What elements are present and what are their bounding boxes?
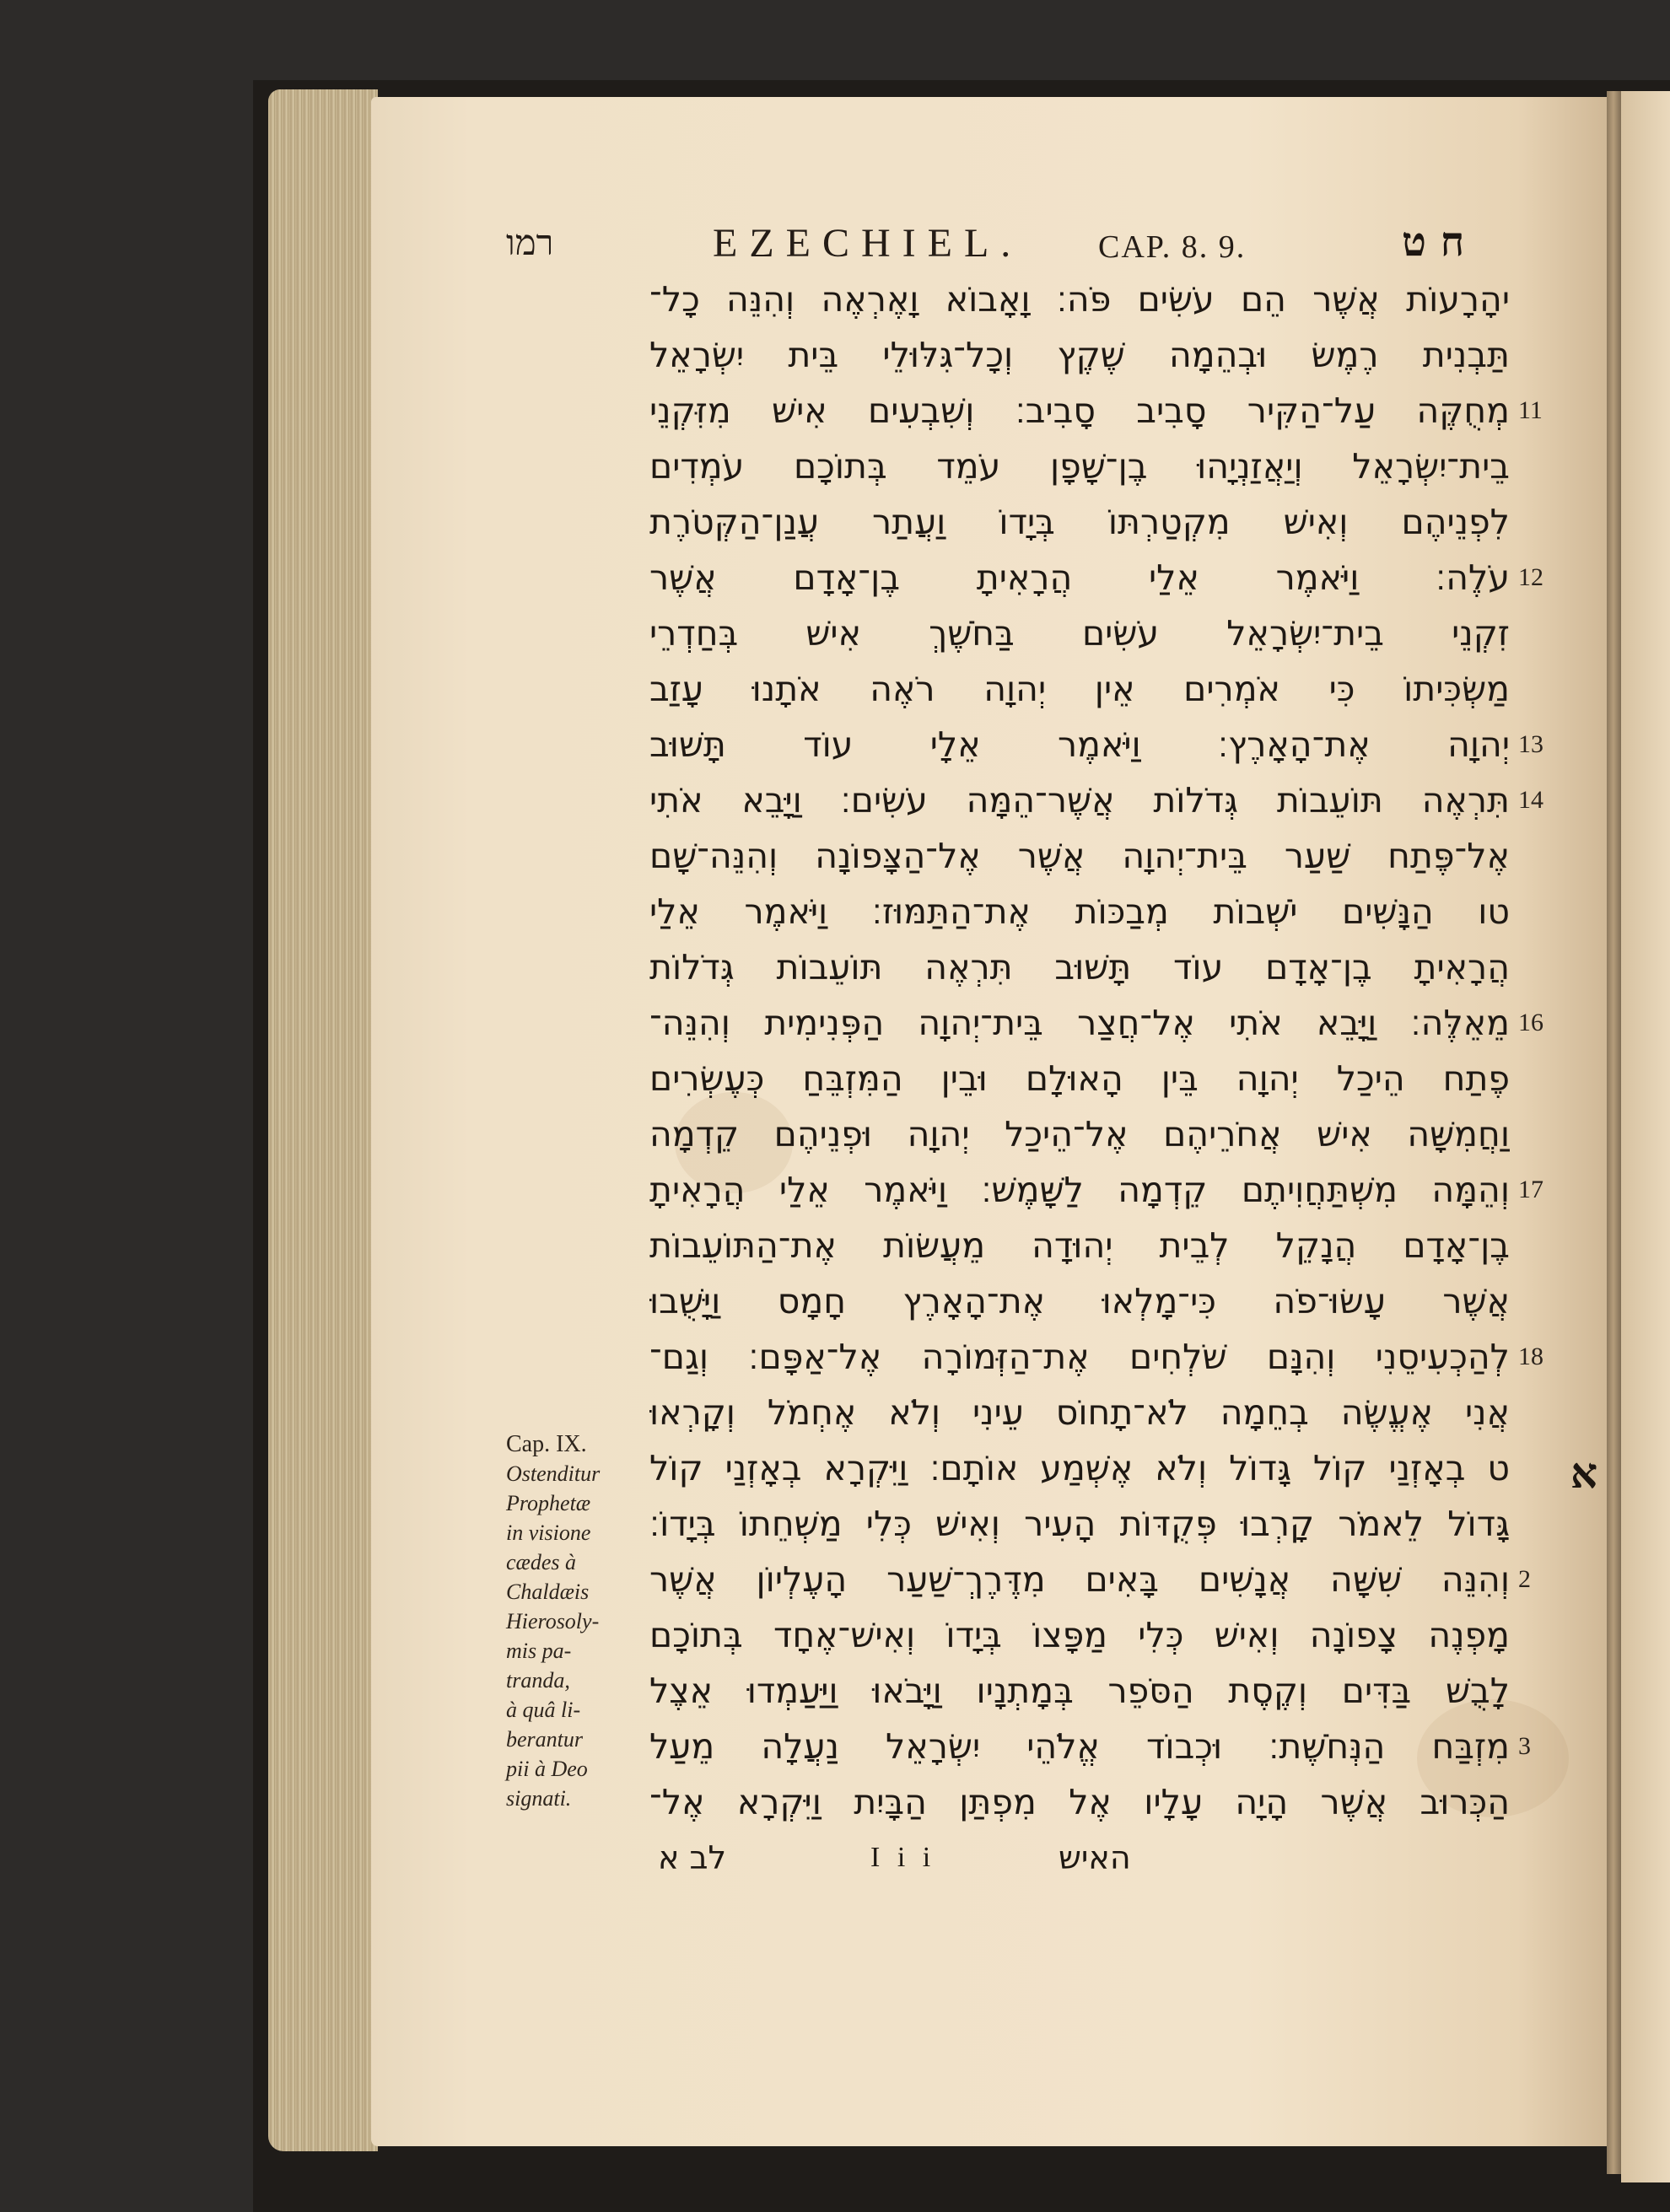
margin-note [506,1429,645,1813]
text-line: מְחֻקֶּה עַל־הַקִּיר סָבִיב סָבִיב׃ וְשִׁבְעִים אִישׁ מִזִּקְנֵי [649,390,1510,431]
verse-number: 18 [1518,1343,1543,1370]
margin-note-line: Prophetæ [506,1491,591,1515]
verse-number: 17 [1518,1176,1543,1203]
text-line: אֶל־פֶּתַח שַׁעַר בֵּית־יְהוָה אֲשֶׁר אֶל־הַצָּפוֹנָה וְהִנֵּה־שָׁם [649,836,1510,876]
text-line: וְהֵמָּה מִשְׁתַּחֲוִיתֶם קֵדְמָה לַשָּׁמֶשׁ׃ וַיֹּאמֶר אֵלַי הֲרָאִיתָ [649,1170,1510,1210]
text-line: גָּדוֹל לֵאמֹר קָרְבוּ פְּקֻדּוֹת הָעִיר וְאִישׁ כְּלִי מַשְׁחֵתוֹ בְּיָדוֹ׃ [649,1504,1510,1544]
text-line: תִּרְאֶה תּוֹעֵבוֹת גְּדֹלוֹת אֲשֶׁר־הֵמָּה עֹשִׂים׃ וַיָּבֵא אֹתִי [649,780,1510,821]
text-line: הַכְּרוּב אֲשֶׁר הָיָה עָלָיו אֶל מִפְתַּן הַבָּיִת וַיִּקְרָא אֶל־ [649,1782,1510,1822]
verse-number: 2 [1518,1565,1531,1593]
verse-number: 3 [1518,1732,1531,1760]
text-line: הֲרָאִיתָ בֶן־אָדָם עוֹד תָּשׁוּב תִּרְאֶה תּוֹעֵבוֹת גְּדֹלוֹת [649,947,1510,988]
hebrew-text-block [649,272,1552,1875]
margin-note-line: Chaldæis [506,1580,590,1604]
verse-number: 13 [1518,730,1543,758]
verse-number: 12 [1518,563,1543,591]
text-line: מֵאֵלֶּה׃ וַיָּבֵא אֹתִי אֶל־חֲצַר בֵּית־יְהוָה הַפְּנִימִית וְהִנֵּה־ [649,1003,1510,1043]
margin-note-line: Hierosoly- [506,1609,600,1633]
margin-note-heading: Cap. IX. [506,1431,587,1457]
margin-note-body [506,1459,645,1813]
catchword-left: לב א [658,1839,727,1876]
facing-page [1621,91,1670,2182]
margin-note-line: tranda, [506,1668,570,1693]
text-line: תַּבְנִית רֶמֶשׂ וּבְהֵמָה שֶׁקֶץ וְכָל־גִּלּוּלֵי בֵּית יִשְׂרָאֵל [649,335,1510,375]
book-title: EZECHIEL. [713,221,1023,266]
text-line: אֲנִי אֶעֱשֶׂה בְחֵמָה לֹא־תָחוֹס עֵינִי וְלֹא אֶחְמֹל וְקָרְאוּ [649,1392,1510,1433]
chapter-letters: ח ט [1402,218,1465,266]
text-line: וַחֲמִשָּׁה אִישׁ אֲחֹרֵיהֶם אֶל־הֵיכַל יְהוָה וּפְנֵיהֶם קֵדְמָה [649,1114,1510,1154]
margin-note-line: Ostenditur [506,1461,601,1486]
text-line: טו הַנָּשִׁים יֹשְׁבוֹת מְבַכּוֹת אֶת־הַתַּמּוּז׃ וַיֹּאמֶר אֵלַי [649,891,1510,932]
chapter-info: CAP. 8. 9. [1098,229,1247,265]
text-line: מָפְנֶה צָפוֹנָה וְאִישׁ כְּלִי מַפָּצוֹ בְּיָדוֹ וְאִישׁ־אֶחָד בְּתוֹכָם [649,1615,1510,1655]
text-line: ט בְאָזְנַי קוֹל גָּדוֹל וְלֹא אֶשְׁמַע אוֹתָם׃ וַיִּקְרָא בְאָזְנַי קוֹל [649,1448,1510,1488]
verse-number: 16 [1518,1009,1543,1036]
margin-note-line: cædes à [506,1550,577,1574]
text-line: מַשְׂכִּיתוֹ כִּי אֹמְרִים אֵין יְהוָה רֹאֶה אֹתָנוּ עָזַב [649,669,1510,709]
text-line: מִזְבַּח הַנְּחֹשֶׁת׃ וּכְבוֹד אֱלֹהֵי יִשְׂרָאֵל נַעֲלָה מֵעַל [649,1726,1510,1767]
margin-note-line: signati. [506,1786,572,1811]
text-line: לִפְנֵיהֶם וְאִישׁ מִקְטַרְתּוֹ בְּיָדוֹ וַעֲתַר עֲנַן־הַקְּטֹרֶת [649,502,1510,542]
text-line: וְהִנֵּה שִׁשָּׁה אֲנָשִׁים בָּאִים מִדֶּרֶךְ־שַׁעַר הָעֶלְיוֹן אֲשֶׁר [649,1559,1510,1600]
verse-number: 14 [1518,786,1543,814]
text-line: בֵית־יִשְׂרָאֵל וְיַאֲזַנְיָהוּ בֶן־שָׁפָן עֹמֵד בְּתוֹכָם עֹמְדִים [649,446,1510,487]
running-head [506,215,1552,266]
text-line: עֹלֶה׃ וַיֹּאמֶר אֵלַי הֲרָאִיתָ בֶן־אָדָם אֲשֶׁר [649,557,1510,598]
margin-note-line: berantur [506,1727,583,1752]
margin-note-line: pii à Deo [506,1757,588,1781]
text-line: יְהוָה אֶת־הָאָרֶץ׃ וַיֹּאמֶר אֵלָי עוֹד תָּשׁוּב [649,724,1510,765]
catchword-line [649,1831,1510,1885]
catchword-right: האיש [1059,1839,1131,1876]
margin-note-line: mis pa- [506,1639,572,1663]
page-edges [268,89,378,2151]
text-line: פֶתַח הֵיכַל יְהוָה בֵּין הָאוּלָם וּבֵין הַמִּזְבֵּחַ כְּעֶשְׂרִים [649,1058,1510,1099]
text-line: אֲשֶׁר עָשׂוּ־פֹה כִּי־מָלְאוּ אֶת־הָאָרֶץ חָמָס וַיָּשֻׁבוּ [649,1281,1510,1321]
margin-note-line: à quâ li- [506,1698,581,1722]
text-line: זִקְנֵי בֵית־יִשְׂרָאֵל עֹשִׂים בַּחֹשֶׁךְ אִישׁ בְּחַדְרֵי [649,613,1510,654]
text-line: בֶן־אָדָם הֲנָקֵל לְבֵית יְהוּדָה מֵעֲשׂוֹת אֶת־הַתּוֹעֵבוֹת [649,1225,1510,1266]
text-line: לְהַכְעִיסֵנִי וְהִנָּם שֹׁלְחִים אֶת־הַזְּמוֹרָה אֶל־אַפָּם׃ וְגַם־ [649,1337,1510,1377]
page-content [506,215,1598,1944]
text-line: יהָרָעוֹת אֲשֶׁר הֵם עֹשִׂים פֹּה׃ וָאָבוֹא וָאֶרְאֶה וְהִנֵּה כָל־ [649,279,1510,320]
folio: רמו [506,222,554,263]
margin-chapter-letter: א [1570,1448,1598,1498]
text-line: לָבֻשׁ בַּדִּים וְקֶסֶת הַסֹּפֵר בְּמָתְנָיו וַיָּבֹאוּ וַיַּעַמְדוּ אֵצֶל [649,1671,1510,1711]
signature-mark: I i i [870,1842,936,1873]
margin-note-line: in visione [506,1520,591,1545]
verse-number: 11 [1518,396,1543,424]
